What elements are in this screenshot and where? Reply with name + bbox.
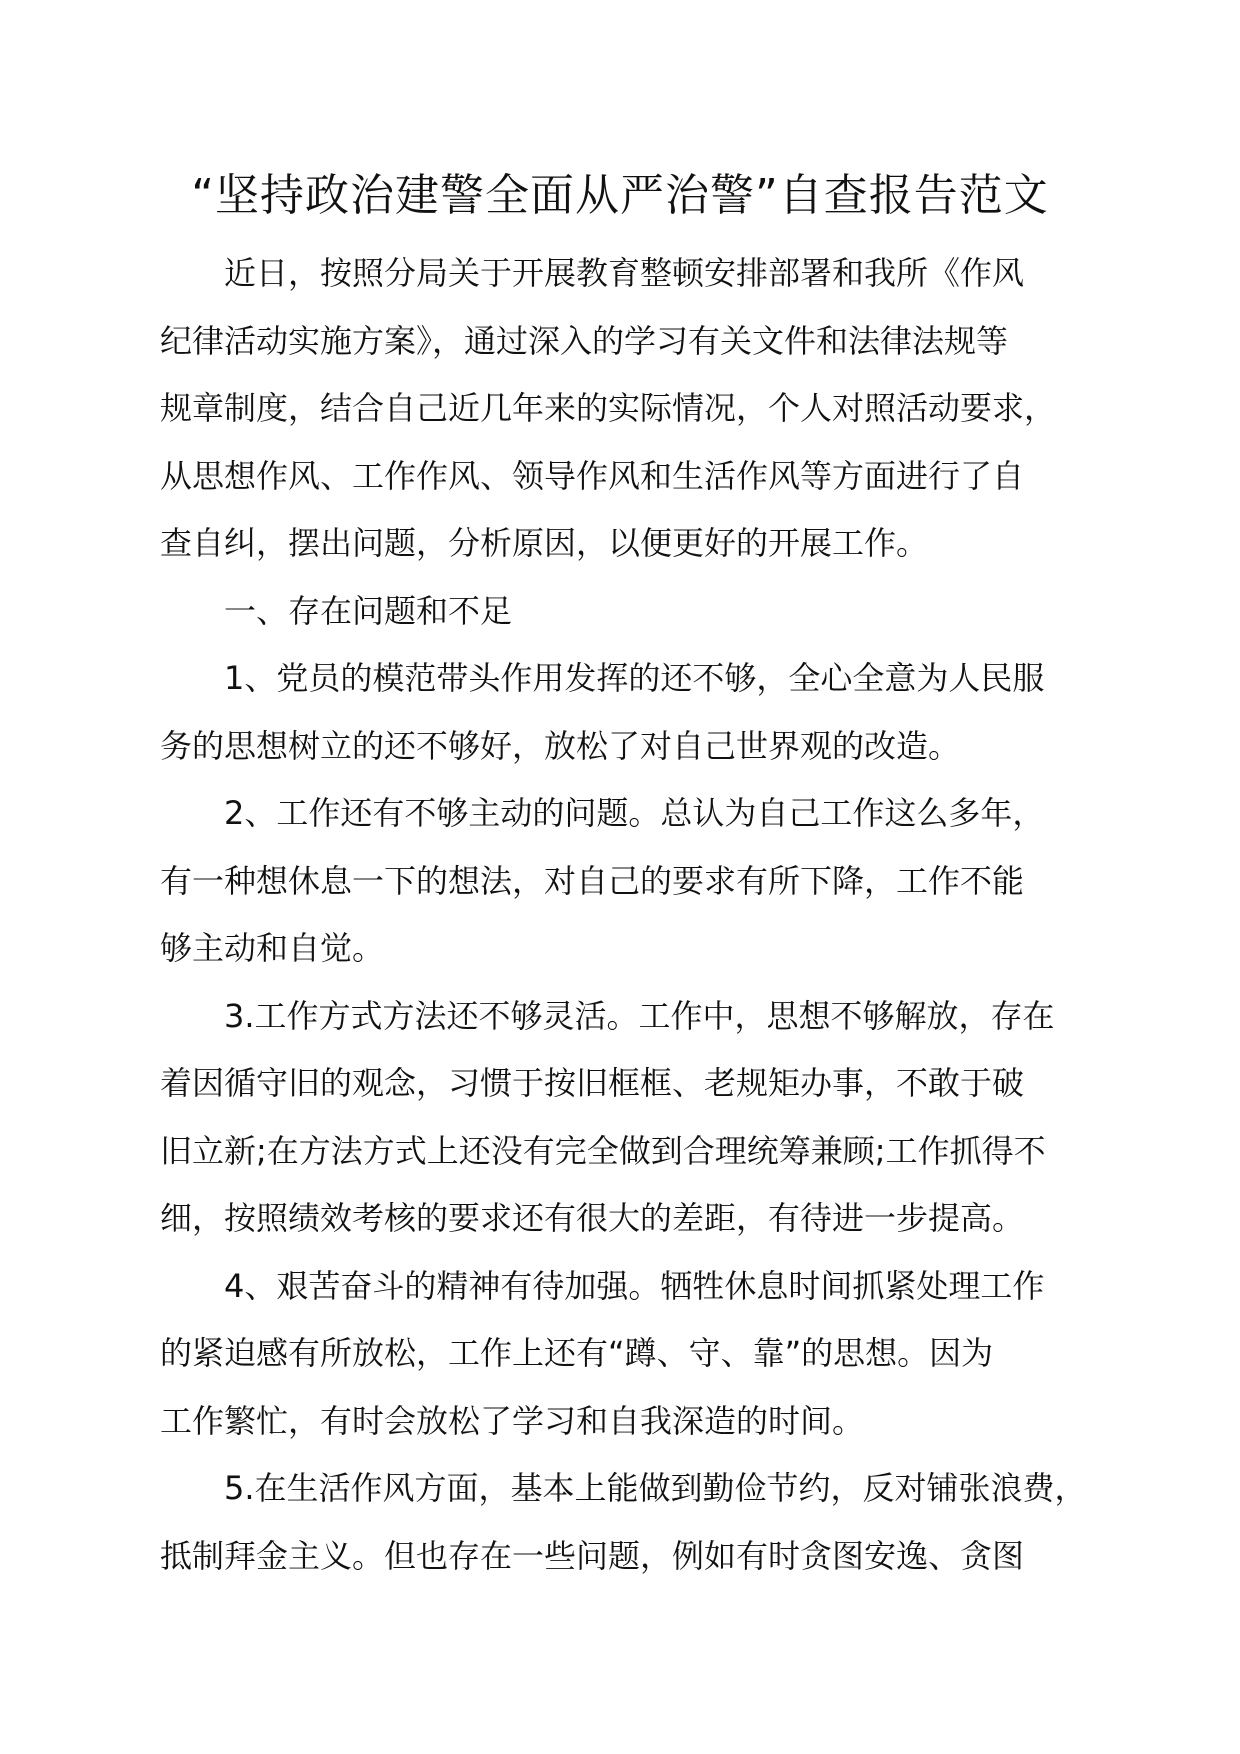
body-text-line: 细，按照绩效考核的要求还有很大的差距，有待进一步提高。	[160, 1199, 1025, 1237]
body-text-line: 有一种想休息一下的想法，对自己的要求有所下降，工作不能	[160, 861, 1025, 900]
body-text-line: 4、艰苦奋斗的精神有待加强。牺牲休息时间抓紧处理工作	[224, 1266, 1045, 1305]
body-text-line: 旧立新;在方法方式上还没有完全做到合理统筹兼顾;工作抓得不	[160, 1131, 1046, 1170]
body-text-line: 纪律活动实施方案》，通过深入的学习有关文件和法律法规等	[160, 321, 1009, 360]
body-text-line: 近日，按照分局关于开展教育整顿安排部署和我所《作风	[224, 254, 1025, 292]
body-text-line: 够主动和自觉。	[160, 929, 385, 967]
body-text-line: 从思想作风、工作作风、领导作风和生活作风等方面进行了自	[160, 456, 1025, 495]
body-text-line: 的紧迫感有所放松，工作上还有“蹲、守、靠”的思想。因为	[160, 1334, 994, 1372]
body-text-line: 工作繁忙，有时会放松了学习和自我深造的时间。	[160, 1401, 865, 1440]
document-title: “坚持政治建警全面从严治警”自查报告范文	[191, 170, 1049, 221]
body-text-line: 规章制度，结合自己近几年来的实际情况，个人对照活动要求，	[160, 389, 1057, 427]
body-text-line: 一、存在问题和不足	[224, 591, 513, 630]
body-text-line: 查自纠，摆出问题，分析原因，以便更好的开展工作。	[160, 524, 929, 562]
body-text-line: 务的思想树立的还不够好，放松了对自己世界观的改造。	[160, 726, 961, 765]
body-text-line: 抵制拜金主义。但也存在一些问题，例如有时贪图安逸、贪图	[160, 1536, 1025, 1575]
document-body	[160, 240, 1120, 1590]
body-text-line: 5.在生活作风方面，基本上能做到勤俭节约，反对铺张浪费，	[224, 1469, 1087, 1507]
body-text-line: 1、党员的模范带头作用发挥的还不够，全心全意为人民服	[224, 659, 1045, 697]
body-text-line: 2、工作还有不够主动的问题。总认为自己工作这么多年，	[224, 794, 1045, 832]
body-text-line: 3.工作方式方法还不够灵活。工作中，思想不够解放，存在	[224, 996, 1055, 1035]
body-text-line: 着因循守旧的观念，习惯于按旧框框、老规矩办事，不敢于破	[160, 1064, 1025, 1102]
